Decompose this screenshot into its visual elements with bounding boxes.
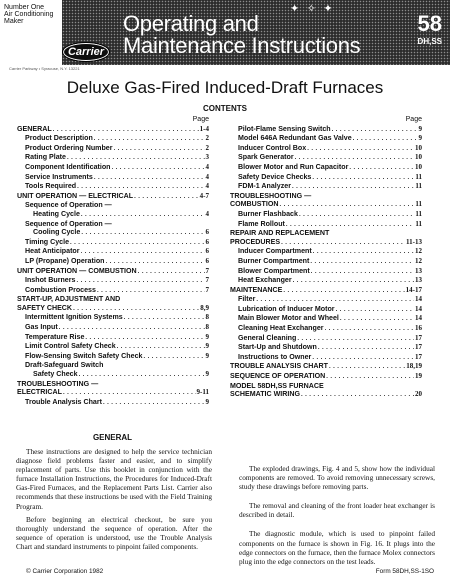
toc-entry-label: Component Identification	[25, 162, 111, 171]
toc-entry	[230, 362, 422, 372]
toc-entry-page: 11	[415, 182, 422, 191]
toc-leader-dots	[59, 323, 205, 333]
logo-text: Carrier	[67, 46, 105, 58]
toc-entry-page: 17	[415, 352, 422, 361]
toc-entry	[17, 220, 209, 229]
toc-leader-dots	[307, 144, 414, 154]
toc-entry-label: LP (Propane) Operation	[25, 256, 105, 265]
toc-leader-dots	[301, 390, 414, 400]
toc-entry-label: Blower Compartment	[238, 266, 310, 275]
toc-entry	[230, 353, 422, 363]
toc-entry-page: 14	[415, 304, 422, 313]
toc-entry-label: Flow-Sensing Switch Safety Check	[25, 351, 143, 360]
toc-entry-page: 9	[418, 124, 422, 133]
toc-leader-dots	[326, 372, 414, 382]
tagline-line: Number One	[4, 4, 45, 11]
toc-entry	[17, 388, 209, 398]
toc-entry-label: Heat Exchanger	[238, 276, 292, 285]
form-number: Form 58DH,SS-1SO	[375, 568, 434, 575]
toc-entry	[230, 257, 422, 267]
toc-entry	[230, 372, 422, 382]
toc-entry-page: 6	[205, 237, 209, 246]
toc-entry-label: MAINTENANCE	[230, 285, 283, 294]
toc-leader-dots	[332, 125, 418, 135]
toc-entry	[230, 343, 422, 353]
toc-entry-page: 11	[415, 200, 422, 209]
header-title-line2: Maintenance Instructions	[123, 33, 361, 58]
toc-entry	[230, 220, 422, 230]
toc-entry-page: 16	[415, 324, 422, 333]
toc-leader-dots	[329, 362, 405, 372]
toc-entry	[17, 342, 209, 352]
toc-entry	[17, 352, 209, 362]
toc-leader-dots	[325, 324, 414, 334]
toc-entry-page: 6	[205, 256, 209, 265]
toc-entry-label: ELECTRICAL	[17, 388, 62, 397]
toc-entry	[230, 305, 422, 315]
model-suffix: DH,SS	[417, 37, 442, 46]
toc-leader-dots	[114, 144, 205, 154]
toc-entry-label: UNIT OPERATION — COMBUSTION	[17, 266, 137, 275]
toc-leader-dots	[117, 342, 205, 352]
toc-leader-dots	[293, 276, 414, 286]
toc-entry	[230, 324, 422, 334]
toc-entry-label: General Cleaning	[238, 333, 297, 342]
toc-leader-dots	[77, 182, 204, 192]
toc-entry-label: Sequence of Operation —	[25, 219, 112, 228]
toc-entry-page: 11	[415, 209, 422, 218]
toc-entry-page: 4-7	[199, 191, 209, 200]
toc-leader-dots	[79, 370, 205, 380]
toc-entry	[17, 333, 209, 343]
toc-entry-label: Safety Device Checks	[238, 172, 312, 181]
toc-leader-dots	[81, 210, 205, 220]
toc-entry	[230, 163, 422, 173]
toc-entry-label: Filter	[238, 295, 256, 304]
toc-right-column	[230, 116, 422, 400]
toc-entry	[230, 173, 422, 183]
model-number: 58	[417, 11, 442, 36]
toc-entry-page: 17	[415, 343, 422, 352]
toc-entry-label: Trouble Analysis Chart	[25, 397, 102, 406]
toc-entry	[230, 314, 422, 324]
toc-entry	[230, 192, 422, 201]
toc-leader-dots	[81, 228, 204, 238]
toc-entry-label: FDM-1 Analyzer	[238, 182, 291, 191]
toc-entry	[17, 247, 209, 257]
toc-entry	[17, 201, 209, 210]
toc-entry-label: Intermittent Ignition Systems	[25, 313, 123, 322]
toc-leader-dots	[340, 314, 414, 324]
address-small-print: Carrier Parkway • Syracuse, N.Y. 13221	[9, 66, 80, 71]
toc-entry-label: START-UP, ADJUSTMENT AND	[17, 295, 121, 304]
toc-leader-dots	[67, 153, 205, 163]
toc-entry	[230, 334, 422, 344]
toc-entry	[230, 229, 422, 238]
toc-leader-dots	[310, 257, 414, 267]
toc-entry-page: 2	[205, 134, 209, 143]
toc-leader-dots	[143, 352, 204, 362]
tagline-line: Air Conditioning	[4, 11, 54, 18]
toc-entry-label: Combustion Process	[25, 285, 96, 294]
toc-entry-label: Temperature Rise	[25, 332, 85, 341]
paragraph: Before beginning an electrical checkout, be sure you thoroughly understand the sequence of operation. After the sequence of operation is understood, use the Trouble Analysis Chart and standard instruments to pinpoint failed components.	[16, 514, 212, 551]
toc-entry	[17, 361, 209, 370]
toc-leader-dots	[283, 286, 404, 296]
page-column-label: Page	[405, 116, 422, 123]
toc-entry-page: 11	[415, 172, 422, 181]
toc-entry-label: SEQUENCE OF OPERATION	[230, 372, 326, 381]
toc-entry	[230, 286, 422, 296]
general-heading: GENERAL	[92, 433, 133, 442]
toc-leader-dots	[81, 247, 205, 257]
copyright: © Carrier Corporation 1982	[26, 568, 104, 575]
toc-entry-label: Lubrication of Inducer Motor	[238, 304, 335, 313]
toc-entry-page: 9	[205, 332, 209, 341]
toc-entry-label: Start-Up and Shutdown	[238, 343, 317, 352]
toc-entry-label: Instructions to Owner	[238, 352, 312, 361]
toc-entry-label: COMBUSTION	[230, 200, 279, 209]
toc-entry-label: Product Ordering Number	[25, 143, 113, 152]
document-header	[0, 0, 450, 71]
toc-entry	[230, 200, 422, 210]
toc-entry-label: Model 646A Redundant Gas Valve	[238, 134, 352, 143]
toc-entry-label: PROCEDURES	[230, 237, 281, 246]
toc-entry-label: GENERAL	[17, 124, 52, 133]
toc-leader-dots	[353, 134, 418, 144]
toc-entry	[230, 382, 422, 391]
toc-entry-label: MODEL 58DH,SS FURNACE	[230, 381, 324, 390]
toc-entry-label: Rating Plate	[25, 153, 66, 162]
toc-leader-dots	[124, 313, 205, 323]
toc-entry-page: 2	[205, 143, 209, 152]
toc-entry-label: SAFETY CHECK	[17, 303, 73, 312]
toc-entry	[17, 163, 209, 173]
toc-left-column	[17, 116, 209, 407]
toc-entry-label: UNIT OPERATION — ELECTRICAL	[17, 191, 134, 200]
toc-entry-page: 20	[415, 390, 422, 399]
toc-entry-page: 8	[205, 313, 209, 322]
toc-entry	[230, 238, 422, 248]
toc-entry-page: 9	[205, 370, 209, 379]
toc-entry	[17, 304, 209, 314]
contents-heading: CONTENTS	[203, 104, 247, 113]
tagline	[4, 4, 54, 25]
toc-entry-page: 4	[205, 162, 209, 171]
toc-leader-dots	[112, 163, 205, 173]
toc-leader-dots	[94, 134, 205, 144]
toc-entry-page: 13	[415, 276, 422, 285]
toc-entry	[230, 276, 422, 286]
toc-entry-label: Flame Rollout	[238, 219, 285, 228]
document-title: Deluxe Gas-Fired Induced-Draft Furnaces	[66, 78, 384, 97]
toc-entry-page: 7	[205, 266, 209, 275]
paragraph: The exploded drawings, Fig. 4 and 5, show how the individual components are removed. To avoid removing unnecessary screws, study these drawings before removing parts.	[239, 464, 435, 492]
toc-entry-page: 1-4	[199, 124, 209, 133]
paragraph: The diagnostic module, which is used to pinpoint failed components on the furnace is shown in Fig. 16. It plugs into the edge connectors on the furnace, then the furnace Molex connectors plug into the edge connectors on the test leads.	[239, 529, 435, 566]
toc-entry	[17, 210, 209, 220]
toc-leader-dots	[297, 334, 414, 344]
toc-entry-page: 8	[205, 323, 209, 332]
toc-entry	[17, 153, 209, 163]
toc-leader-dots	[70, 238, 204, 248]
toc-entry	[17, 286, 209, 296]
toc-entry	[230, 134, 422, 144]
toc-entry-page: 10	[415, 143, 422, 152]
toc-leader-dots	[103, 398, 205, 408]
toc-entry-label: Cooling Cycle	[33, 228, 81, 237]
toc-entry	[230, 125, 422, 135]
toc-leader-dots	[311, 267, 414, 277]
toc-leader-dots	[73, 304, 199, 314]
page-column-label: Page	[192, 116, 209, 123]
toc-leader-dots	[313, 247, 414, 257]
toc-leader-dots	[94, 173, 205, 183]
toc-entry-label: SCHEMATIC WIRING	[230, 390, 301, 399]
toc-entry-label: Product Description	[25, 134, 93, 143]
toc-entry	[17, 380, 209, 389]
paragraph: The removal and cleaning of the front loader heat exchanger is described in detail.	[239, 501, 435, 520]
toc-leader-dots	[286, 220, 414, 230]
toc-entry	[230, 153, 422, 163]
toc-entry-label: REPAIR AND REPLACEMENT	[230, 229, 330, 238]
toc-entry-label: Burner Compartment	[238, 256, 310, 265]
toc-leader-dots	[85, 333, 204, 343]
toc-entry	[17, 173, 209, 183]
toc-entry	[17, 257, 209, 267]
toc-entry	[17, 182, 209, 192]
toc-entry-page: 8,9	[200, 303, 209, 312]
toc-entry-page: 19	[415, 372, 422, 381]
toc-entry-page: 7	[205, 285, 209, 294]
toc-entry	[230, 247, 422, 257]
header-title-line1: Operating and	[123, 11, 259, 36]
toc-entry-page: 10	[415, 153, 422, 162]
toc-entry-label: Service Instruments	[25, 172, 93, 181]
toc-leader-dots	[256, 295, 414, 305]
toc-entry-label: Safety Check	[33, 370, 78, 379]
toc-entry-label: TROUBLESHOOTING —	[230, 191, 312, 200]
toc-entry	[230, 390, 422, 400]
toc-entry-label: Inducer Control Box	[238, 143, 307, 152]
toc-entry-label: Limit Control Safety Check	[25, 342, 116, 351]
toc-entry-page: 13	[415, 266, 422, 275]
toc-leader-dots	[134, 192, 199, 202]
general-left-text	[16, 447, 212, 555]
toc-entry-label: Blower Motor and Run Capacitor	[238, 162, 349, 171]
toc-entry-page: 10	[415, 162, 422, 171]
toc-entry	[17, 192, 209, 202]
toc-entry-page: 9	[205, 351, 209, 360]
toc-entry-label: Heat Anticipator	[25, 247, 80, 256]
toc-leader-dots	[318, 343, 414, 353]
toc-entry	[230, 267, 422, 277]
toc-entry	[230, 210, 422, 220]
toc-entry-page: 4	[205, 209, 209, 218]
toc-leader-dots	[76, 276, 204, 286]
toc-entry-label: Inshot Burners	[25, 276, 76, 285]
toc-leader-dots	[97, 286, 205, 296]
toc-entry-page: 17	[415, 333, 422, 342]
toc-entry	[17, 267, 209, 277]
toc-leader-dots	[281, 238, 405, 248]
toc-entry-page: 14-17	[405, 285, 422, 294]
toc-entry-label: Draft-Safeguard Switch	[25, 361, 104, 370]
toc-entry-page: 9	[205, 342, 209, 351]
toc-entry	[17, 134, 209, 144]
toc-leader-dots	[312, 353, 414, 363]
toc-entry-page: 18,19	[406, 362, 422, 371]
toc-entry-page: 11	[415, 219, 422, 228]
tagline-line: Maker	[4, 18, 24, 25]
toc-entry-label: Sequence of Operation —	[25, 201, 112, 210]
toc-entry	[230, 144, 422, 154]
toc-entry-label: Main Blower Motor and Wheel	[238, 314, 339, 323]
toc-entry	[230, 295, 422, 305]
toc-entry-page: 9	[418, 134, 422, 143]
toc-entry-page: 3	[205, 153, 209, 162]
toc-entry	[17, 238, 209, 248]
toc-leader-dots	[292, 182, 414, 192]
toc-entry	[17, 313, 209, 323]
header-title	[123, 13, 360, 57]
toc-entry-page: 12	[415, 247, 422, 256]
toc-entry-label: Pilot-Flame Sensing Switch	[238, 124, 331, 133]
toc-entry-label: Heating Cycle	[33, 209, 80, 218]
toc-leader-dots	[106, 257, 205, 267]
toc-entry-label: Gas Input	[25, 323, 58, 332]
toc-entry	[17, 144, 209, 154]
toc-entry-page: 6	[205, 247, 209, 256]
toc-leader-dots	[53, 125, 199, 135]
toc-leader-dots	[299, 210, 414, 220]
toc-entry-label: TROUBLE ANALYSIS CHART	[230, 362, 329, 371]
decorative-swirl-icon: ✦ ✧ ✦	[290, 2, 335, 15]
toc-entry	[17, 295, 209, 304]
toc-entry	[230, 182, 422, 192]
paragraph: These instructions are designed to help the service technician diagnose field problems faster and easier, and to simplify replacement of parts. Use this booklet in conjunction with the furnace Installation Instructions, the Procedures for Induced-Draft Gas-Fired Furnaces, and the Replacement Parts List. Carrier also recommends that these instructions be used with the Field Training Program.	[16, 447, 212, 511]
general-right-text	[239, 464, 435, 576]
toc-entry	[17, 398, 209, 408]
toc-entry-page: 9	[205, 397, 209, 406]
toc-leader-dots	[312, 173, 414, 183]
toc-entry-page: 9-11	[196, 388, 209, 397]
toc-entry	[17, 125, 209, 135]
toc-entry	[17, 228, 209, 238]
toc-entry-label: TROUBLESHOOTING —	[17, 379, 99, 388]
carrier-logo	[62, 42, 110, 62]
toc-leader-dots	[349, 163, 414, 173]
toc-entry-page: 7	[205, 276, 209, 285]
toc-leader-dots	[279, 200, 414, 210]
toc-entry	[17, 370, 209, 380]
toc-entry-page: 12	[415, 256, 422, 265]
toc-entry-page: 4	[205, 182, 209, 191]
toc-entry-page: 14	[415, 295, 422, 304]
toc-leader-dots	[138, 267, 205, 277]
toc-entry-page: 11-13	[406, 237, 422, 246]
toc-entry	[17, 276, 209, 286]
toc-leader-dots	[63, 388, 196, 398]
toc-leader-dots	[295, 153, 414, 163]
toc-entry-page: 4	[205, 172, 209, 181]
toc-leader-dots	[336, 305, 414, 315]
toc-entry-label: Cleaning Heat Exchanger	[238, 324, 324, 333]
toc-entry-page: 14	[415, 314, 422, 323]
toc-entry-label: Burner Flashback	[238, 209, 298, 218]
toc-entry-label: Tools Required	[25, 182, 77, 191]
toc-entry-label: Timing Cycle	[25, 237, 70, 246]
toc-entry	[17, 323, 209, 333]
toc-entry-label: Spark Generator	[238, 153, 294, 162]
toc-entry-label: Inducer Compartment	[238, 247, 312, 256]
toc-entry-page: 6	[205, 228, 209, 237]
